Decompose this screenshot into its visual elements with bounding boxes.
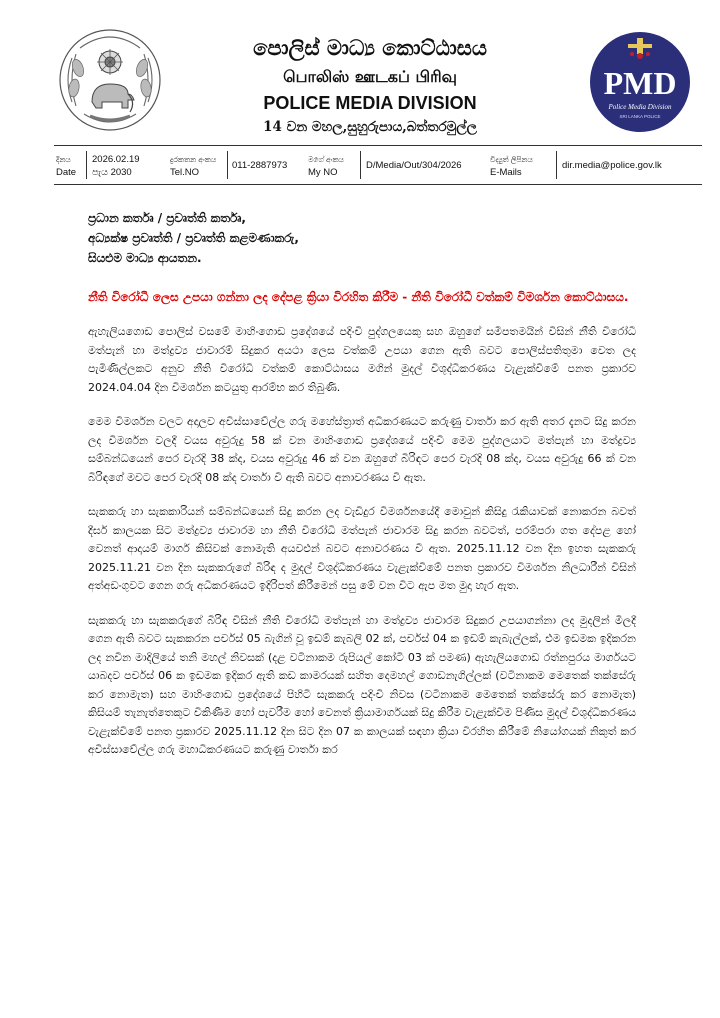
pmd-logo-subtext2: SRI LANKA POLICE: [619, 114, 661, 119]
recipient-line: සියළුම මාධ්‍ය ආයතන.: [88, 251, 202, 265]
recipient-line: අධ්‍යක්ෂ ප්‍රවෘත්ති / ප්‍රවෘත්ති කළමණාකරු,: [88, 231, 299, 245]
my-no-value-cell: [366, 159, 486, 197]
divider: [86, 151, 87, 179]
my-label-en: My NO: [308, 167, 338, 178]
body-paragraph: සැකකරු හා සැකකරුගේ බිරිඳ විසින් නීති විරෝධී මත්පැන් හා මත්ද්‍රව්‍ය ජාවාරම සිදුකර උපයාගන්නා ලද මුදලින් මිලදී ගෙන ඇති බවට සැකකරන පර්චස් 05 බැගින් වූ ඉඩම් කැබලි 02 ක්, පර්චස් 04 ක ඉඩම් කැබැල්ලක්, එම ඉඩමක ඉදිකරන ලද නවීන මාදිලියේ තනි මහල් නිවසක් (දළ වටිනාකම රුපියල් කෝටි 03 ක් පමණ) ඇහැලියගොඩ රත්නපුරය මාර්ගයට යාබදව පර්චස් 06 ක ඉඩමක ඉදිකර ඇති කඩ කාමරයක් සහිත දෙමහල් ගොඩනැගිල්ලක් (වටිනාකම මෙතෙක් තක්සේරු කර නොමැත) සහ මාහිංගොඩ ප්‍රදේශයේ පිහිටි සැකකරු පදිංචි නිවස (වටිනාකම මෙතෙක් තක්සේරු කර නොමැත) කිසියම් තැනැත්තෙකුට විකිණීම හෝ පැවරීම හෝ වෙනත් ක්‍රියාමාර්ගයක් සිදු කිරීම වැළැක්වීම පිණිස මුදල් විශුද්ධිකරණය වැළැක්වීමේ පනත ප්‍රකාරව 2025.11.12 දින සිට දින 07 ක කාලයක් සඳහා ක්‍රියා විරහිත කිරීමේ නියෝගයක් නිකුත් කර අවිස්සාවේල්ල ගරු මහාධිකරණයට කරුණු වාර්තා කර: [88, 613, 636, 756]
tel-value-cell: [232, 159, 302, 197]
body-paragraph: ඇහැලියගොඩ පොලිස් වසමේ මාහිංගොඩ ප්‍රදේශයේ පදිංචි පුද්ගලයෙකු සහ ඔහුගේ සමීපතමයින් විසින් නීති විරෝධී මත්පැන් හා මත්ද්‍රව්‍ය ජාවාරම් සිදුකර අයථා ලෙස වත්කම් උපයා ගෙන ඇති බවට පොලිස්පතිතුමා වෙත ලද පැමිණිල්ලකට අනුව නීති විරෝධී වත්කම් කොට්ඨාසය මගින් මුදල් විශුද්ධිකරණය වැළැක්වීමේ පනත ප්‍රකාරව 2024.04.04 දින විමර්ශන කටයුතු ආරම්භ කර තිබුණි.: [88, 325, 636, 394]
tel-label-si: දුරකතන අංකය: [170, 155, 217, 164]
divider: [556, 151, 557, 179]
recipient-line: ප්‍රධාන කර්තෘ / ප්‍රවෘත්ති කර්තෘ,: [88, 211, 246, 225]
time-value: 2030: [110, 167, 132, 178]
contact-strip: [54, 145, 702, 185]
police-emblem-logo: [58, 28, 162, 132]
email-label-en: E-Mails: [490, 167, 522, 178]
body-paragraph: මෙම විමර්ශන වලට අදාලව අවිස්සාවේල්ල ගරු මහේස්ත්‍රාත් අධිකරණයට කරුණු වාර්තා කර ඇති අතර දැනට සිදු කරන ලද විමර්ශන වලදී වයස අවුරුදු 58 ක් වන මාහිංගොඩ ප්‍රදේශයේ පදිංචි මෙම පුද්ගලයාට මත්පැන් හා මත්ද්‍රව්‍ය සම්බන්ධයෙන් පෙර වැරදි 38 ක්ද, වයස අවුරුදු 46 ක් වන ඔහුගේ බිරිඳට පෙර වැරදි 08 ක්ද, වයස අවුරුදු 66 ක් වන බිරිඳගේ මවට පෙර වැරදි 08 ක්ද වාර්තා වී ඇති බවට අනාවරණය වී ඇත.: [88, 415, 636, 484]
body-paragraph: සැකකරු හා සැකකාරියන් සම්බන්ධයෙන් සිදු කරන ලද වැඩිදුර විමර්ශනයේදී මොවුන් කිසිදු රැකියාවක් නොකරන බවත් දීර්ඝ කාලයක සිට මත්ද්‍රව්‍ය ජාවාරම හා නීති විරෝධී මත්පැන් ජාවාරම සිදු කරන බවටත්, පරම්පරා ගත දේපළ හෝ වෙනත් ආදායම් මාර්ග කිසිවක් නොමැති අයවළුන් බවට අනාවරණය වී ඇත. 2025.11.12 වන දින ඉහත සැකකරු 2025.11.21 වන දින සැකකරුගේ බිරිඳ ද මුදල් විශුද්ධිකරණය වැළැක්වීමේ පනත ප්‍රකාරව විමර්ශන නිලධාරීන් විසින් අත්අඩංගුවට ගෙන ගරු අධිකරණයට ඉදිරිපත් කිරීමෙන් පසු මේ වන විට ඇප මත මුදා හැර ඇත.: [88, 505, 636, 592]
pmd-logo-text: PMD: [603, 65, 677, 101]
letterhead: [0, 0, 720, 145]
email-label-si: විද්‍යුත් ලිපිනය: [490, 155, 533, 164]
date-label-en: Date: [56, 167, 77, 178]
divider: [227, 151, 228, 179]
my-label-si: මගේ අංකය: [308, 155, 344, 164]
email-value[interactable]: dir.media@police.gov.lk: [562, 160, 662, 171]
date-label: [56, 153, 88, 191]
my-no-label: [308, 153, 362, 191]
date-value-cell: [92, 153, 152, 191]
tel-value: 011-2887973: [232, 160, 288, 171]
date-value: 2026.02.19: [92, 154, 140, 165]
tel-label: [170, 153, 230, 191]
my-no-value: D/Media/Out/304/2026: [366, 160, 462, 171]
title-tamil: பொலிஸ் ஊடகப் பிரிவு: [283, 67, 457, 86]
title-english: POLICE MEDIA DIVISION: [263, 93, 477, 113]
pmd-logo: [588, 30, 692, 134]
subject-heading: නීති විරෝධී ලෙස උපයා ගන්නා ලද දේපළ ක්‍රියා විරහිත කිරීම - නීති විරෝධී වත්කම් විමර්ශන කොට්ඨාසය.: [88, 290, 629, 304]
pmd-logo-subtext: Police Media Division: [608, 103, 672, 111]
letter-body: [88, 208, 636, 760]
time-label-si: පැය: [92, 167, 108, 178]
divider: [360, 151, 361, 179]
tel-label-en: Tel.NO: [170, 167, 200, 178]
letterhead-titles: [200, 34, 540, 138]
date-label-si: දිනය: [56, 155, 71, 164]
office-address: 14 වන මහල,සුහුරුපාය,බත්තරමුල්ල: [263, 119, 477, 135]
email-value-cell: [562, 159, 702, 197]
title-sinhala: පොලිස් මාධ්‍ය කොට්ඨාසය: [253, 36, 487, 60]
email-label: [490, 153, 554, 191]
